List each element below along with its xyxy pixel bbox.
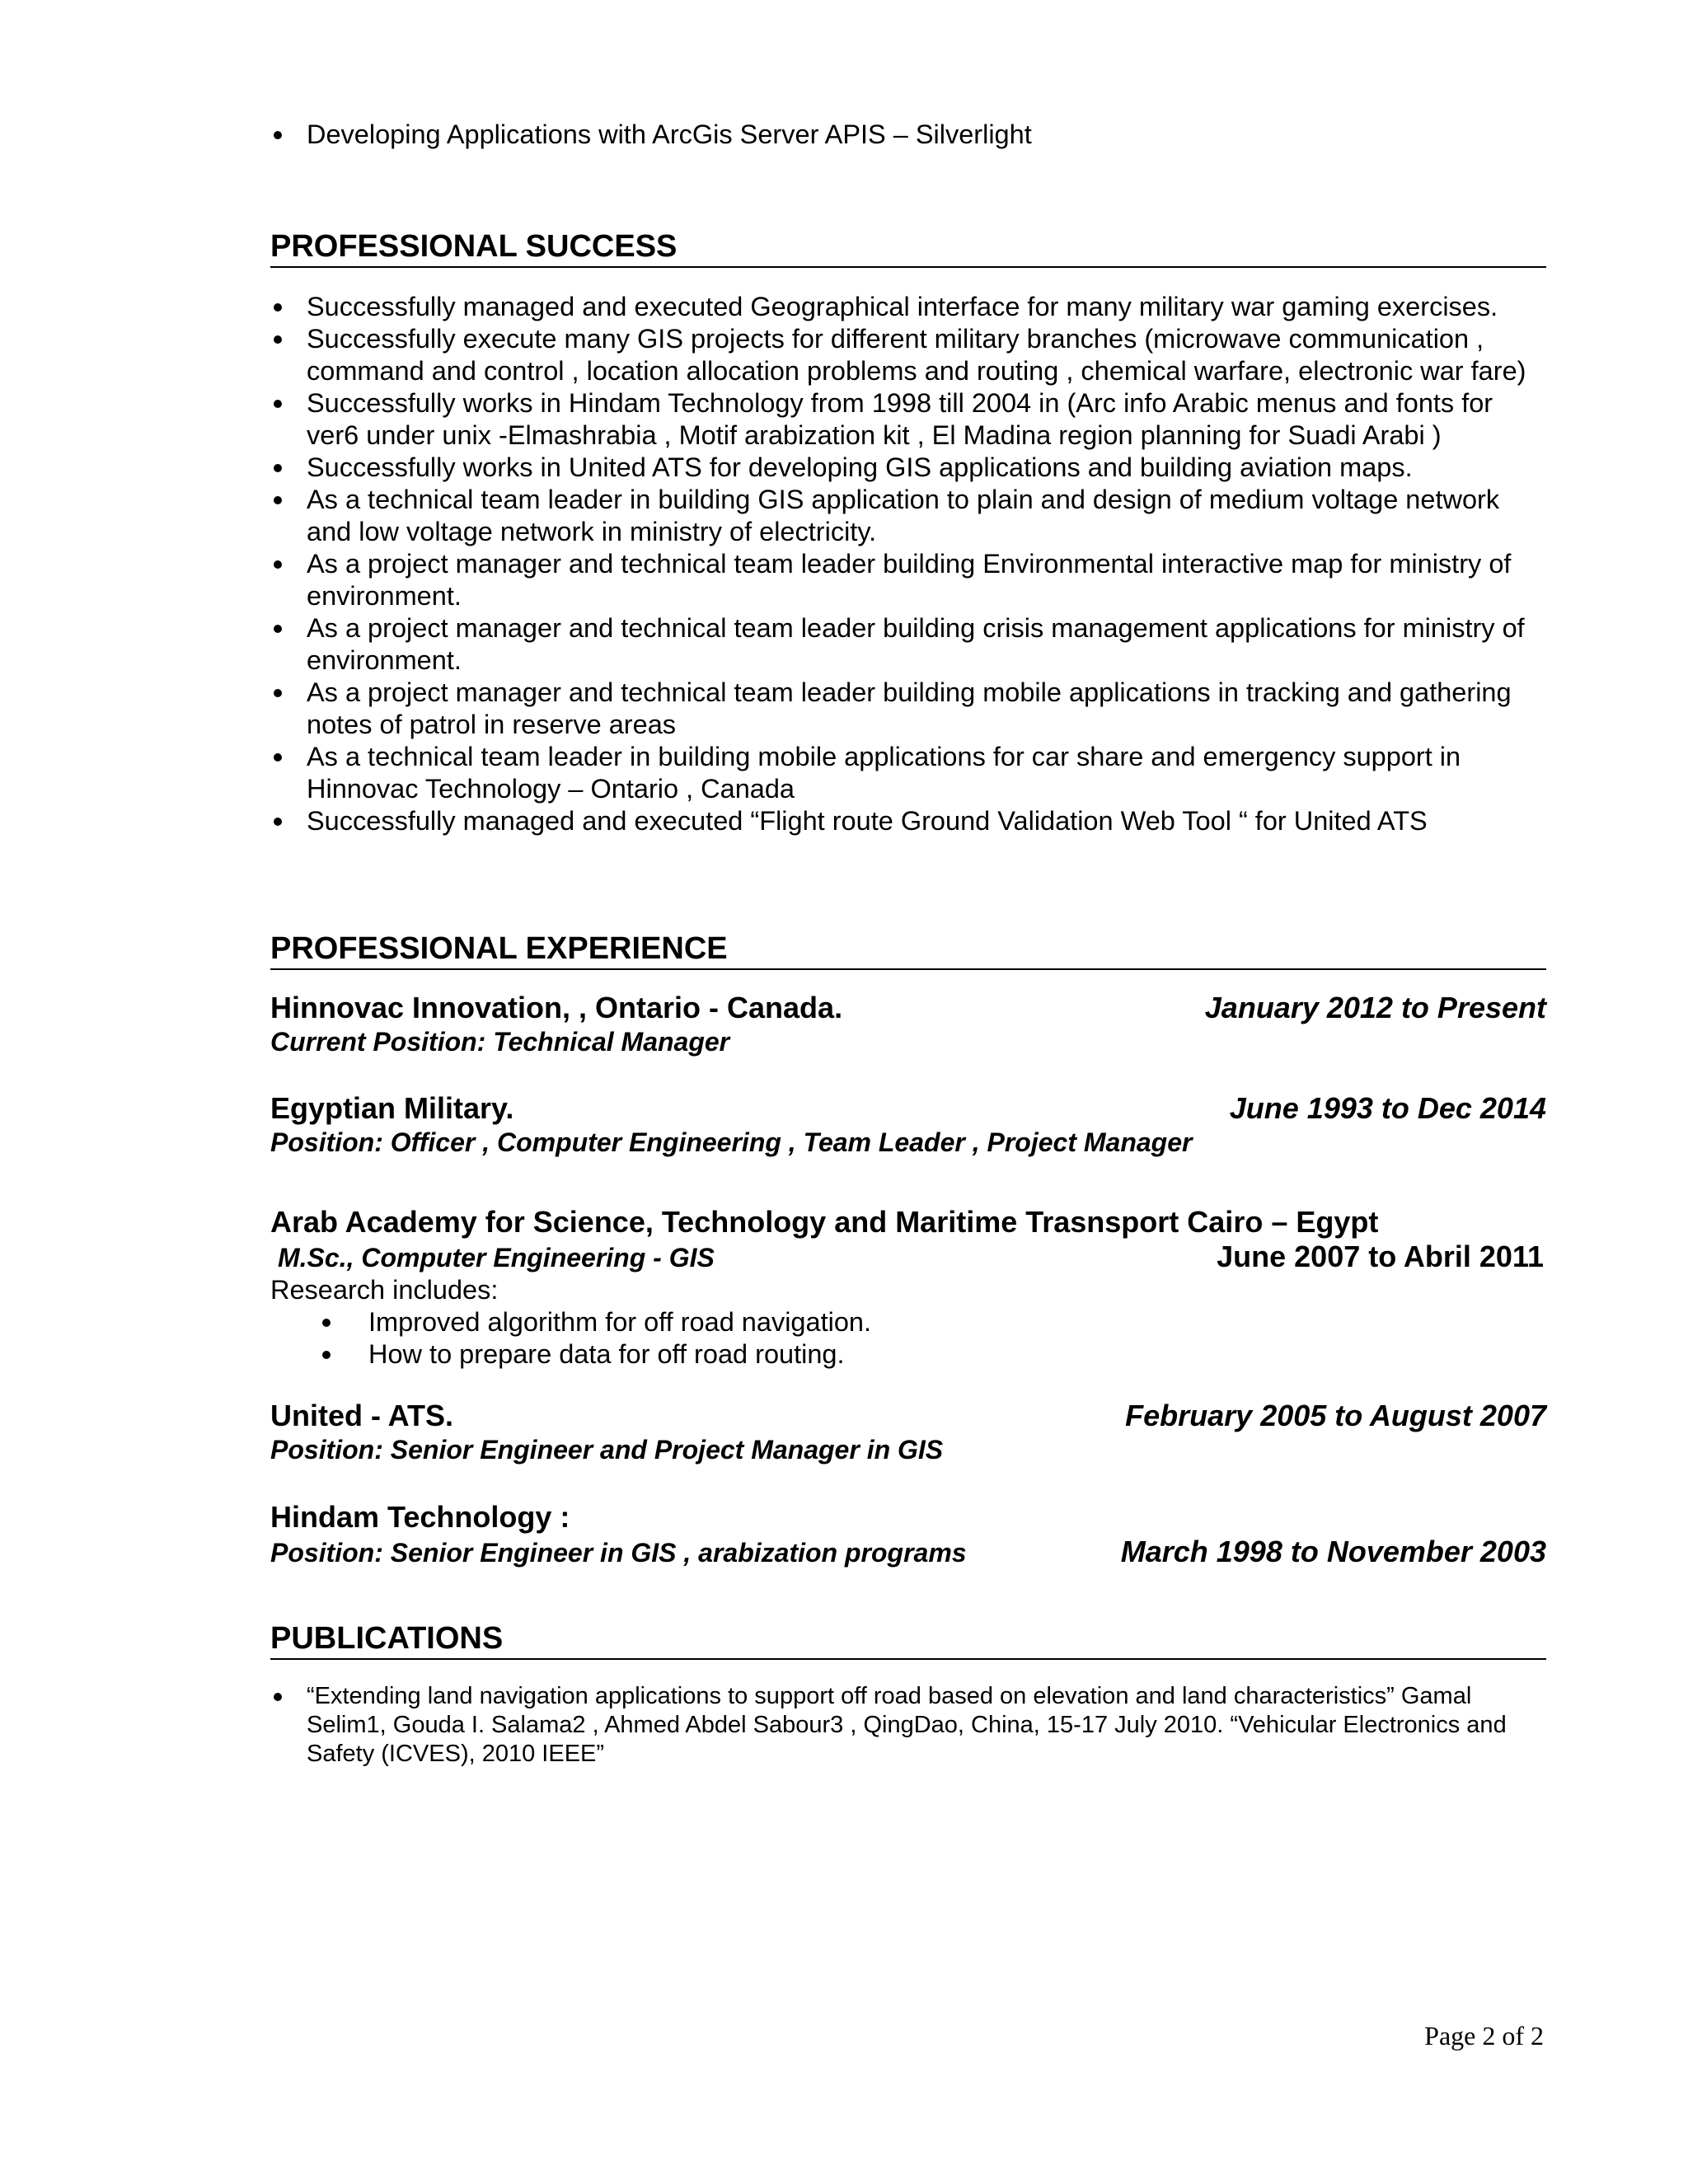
list-item: As a technical team leader in building mobile applications for car share and emergency support in Hinnovac Technology – Ontario , Canada (270, 741, 1546, 805)
job-date: January 2012 to Present (1204, 991, 1546, 1024)
experience-section (270, 930, 1546, 970)
list-item: As a technical team leader in building GIS application to plain and design of medium voltage network and low voltage network in ministry of electricity. (270, 484, 1546, 548)
success-section (270, 228, 1546, 268)
list-item: Successfully works in United ATS for developing GIS applications and building aviation maps. (270, 452, 1546, 484)
list-item: How to prepare data for off road routing. (270, 1338, 1546, 1371)
publications-list (270, 1682, 1546, 1769)
list-item: Successfully execute many GIS projects for different military branches (microwave communication , command and control , location allocation problems and routing , chemical warfare, electronic war fare) (270, 323, 1546, 387)
job-position: Position: Senior Engineer and Project Manager in GIS (270, 1435, 944, 1465)
job-hindam (270, 1500, 1546, 1569)
job-date: March 1998 to November 2003 (1120, 1535, 1546, 1568)
list-item: As a project manager and technical team leader building crisis management applications for ministry of environment. (270, 612, 1546, 677)
job-date: June 2007 to Abril 2011 (1217, 1240, 1544, 1273)
job-date: February 2005 to August 2007 (1125, 1399, 1546, 1432)
job-academy (270, 1205, 1546, 1371)
list-item: Successfully works in Hindam Technology from 1998 till 2004 in (Arc info Arabic menus and fonts for ver6 under unix -Elmashrabia , Motif arabization kit , El Madina region planning for Suadi Arabi ) (270, 387, 1546, 452)
publications-section (270, 1620, 1546, 1660)
job-position: Position: Senior Engineer in GIS , arabization programs (270, 1538, 967, 1568)
list-item: As a project manager and technical team leader building mobile applications in tracking and gathering notes of patrol in reserve areas (270, 677, 1546, 741)
job-position: Position: Officer , Computer Engineering , Team Leader , Project Manager (270, 1127, 1193, 1157)
job-hinnovac (270, 991, 1546, 1058)
job-org: United - ATS. (270, 1399, 453, 1432)
job-org: Hindam Technology : (270, 1500, 570, 1534)
job-united (270, 1399, 1546, 1466)
success-list (270, 291, 1546, 837)
job-org: Egyptian Military. (270, 1091, 514, 1125)
section-title-publications: PUBLICATIONS (270, 1620, 1546, 1660)
job-org: Hinnovac Innovation, , Ontario - Canada. (270, 991, 843, 1024)
job-date: June 1993 to Dec 2014 (1229, 1091, 1546, 1125)
list-item: Successfully managed and executed Geographical interface for many military war gaming exercises. (270, 291, 1546, 323)
research-list (270, 1306, 1546, 1371)
list-item: Successfully managed and executed “Flight route Ground Validation Web Tool “ for United ATS (270, 805, 1546, 837)
degree-title: M.Sc., Computer Engineering - GIS (278, 1243, 715, 1272)
job-org: Arab Academy for Science, Technology and Maritime Trasnsport Cairo – Egypt (270, 1205, 1379, 1239)
page-number: Page 2 of 2 (1424, 2021, 1544, 2050)
section-title-success: PROFESSIONAL SUCCESS (270, 228, 1546, 268)
list-item: Improved algorithm for off road navigation. (270, 1306, 1546, 1338)
job-position: Current Position: Technical Manager (270, 1027, 730, 1057)
research-label: Research includes: (270, 1275, 499, 1305)
job-military (270, 1091, 1546, 1159)
section-title-experience: PROFESSIONAL EXPERIENCE (270, 930, 1546, 970)
list-item: As a project manager and technical team leader building Environmental interactive map for ministry of environment. (270, 548, 1546, 612)
skills-bullet-list (270, 119, 1546, 151)
list-item: “Extending land navigation applications to support off road based on elevation and land characteristics” Gamal Selim1, Gouda I. Salama2 , Ahmed Abdel Sabour3 , QingDao, China, 15-17 July 2010. “Vehicular Electronics and Safety (ICVES), 2010 IEEE” (270, 1682, 1546, 1769)
list-item: Developing Applications with ArcGis Server APIS – Silverlight (270, 119, 1546, 151)
